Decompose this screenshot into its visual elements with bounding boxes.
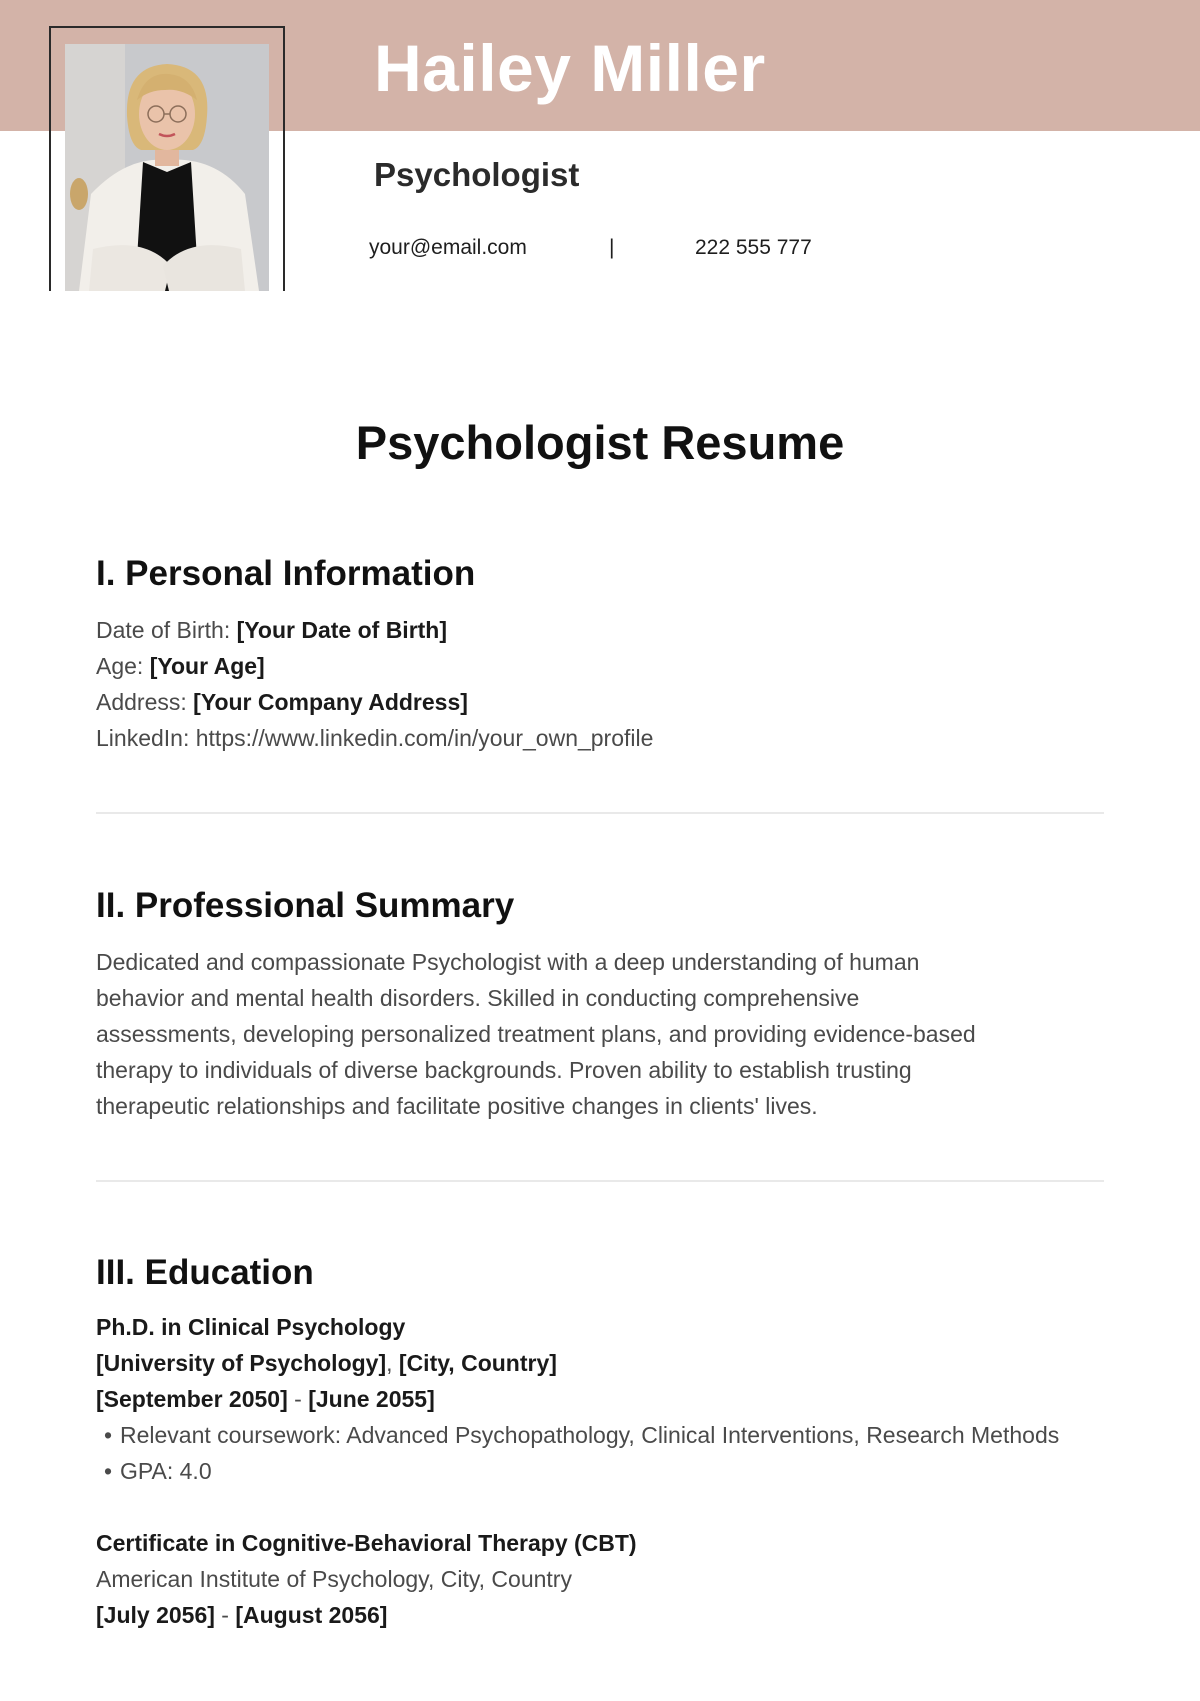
bullet-text: GPA: 4.0 — [120, 1458, 212, 1484]
bullet-glyph: • — [104, 1458, 113, 1484]
date-range-line — [96, 1597, 1104, 1633]
linkedin-label: LinkedIn: — [96, 725, 196, 751]
summary-line: Dedicated and compassionate Psychologist with a deep understanding of human — [96, 949, 920, 975]
education-entry — [96, 1309, 1104, 1489]
contact-phone: 222 555 777 — [695, 236, 812, 259]
address-label: Address: — [96, 689, 194, 715]
bullet-text: Relevant coursework: Advanced Psychopathology, Clinical Interventions, Research Methods — [120, 1422, 1060, 1448]
summary-line: therapy to individuals of diverse backgrounds. Proven ability to establish trusting — [96, 1057, 912, 1083]
summary-heading: II. Professional Summary — [96, 886, 515, 925]
dob-value: [Your Date of Birth] — [236, 617, 448, 643]
section-divider — [96, 1180, 1104, 1182]
contact-separator: | — [609, 236, 615, 259]
dob-label: Date of Birth: — [96, 617, 237, 643]
institution-line: American Institute of Psychology, City, Country — [96, 1566, 572, 1592]
list-item — [96, 1417, 1100, 1453]
address-value: [Your Company Address] — [193, 689, 468, 715]
institution-name: [University of Psychology] — [96, 1350, 387, 1376]
age-line — [96, 648, 1104, 684]
date-range-line — [96, 1381, 1104, 1417]
summary-section — [96, 886, 1104, 1124]
degree-title: Certificate in Cognitive-Behavioral Therapy (CBT) — [96, 1530, 637, 1556]
address-line — [96, 684, 1104, 720]
education-section — [96, 1253, 1104, 1633]
job-title: Psychologist — [374, 156, 580, 193]
personal-info-heading: I. Personal Information — [96, 554, 476, 593]
end-date: [June 2055] — [308, 1386, 435, 1412]
start-date: [September 2050] — [96, 1386, 288, 1412]
summary-line: therapeutic relationships and facilitate positive changes in clients' lives. — [96, 1093, 818, 1119]
institution-line — [96, 1345, 1104, 1381]
section-divider — [96, 812, 1104, 814]
document-title: Psychologist Resume — [355, 416, 845, 469]
start-date: [July 2056] — [96, 1602, 215, 1628]
age-value: [Your Age] — [149, 653, 265, 679]
date-separator: - — [214, 1602, 236, 1628]
date-separator: - — [287, 1386, 309, 1412]
bullet-glyph: • — [104, 1422, 113, 1448]
institution-location: [City, Country] — [398, 1350, 557, 1376]
profile-photo — [65, 44, 269, 291]
candidate-name: Hailey Miller — [374, 31, 766, 105]
personal-info-section — [96, 554, 1104, 756]
contact-email: your@email.com — [369, 236, 527, 259]
education-entry — [96, 1525, 1104, 1633]
summary-line: behavior and mental health disorders. Skilled in conducting comprehensive — [96, 985, 860, 1011]
linkedin-link[interactable]: https://www.linkedin.com/in/your_own_profile — [195, 725, 654, 751]
end-date: [August 2056] — [235, 1602, 388, 1628]
education-bullets — [96, 1417, 1104, 1489]
institution-separator: , — [386, 1350, 399, 1376]
education-heading: III. Education — [96, 1253, 314, 1292]
degree-title: Ph.D. in Clinical Psychology — [96, 1314, 406, 1340]
dob-line — [96, 612, 1104, 648]
age-label: Age: — [96, 653, 150, 679]
summary-line: assessments, developing personalized treatment plans, and providing evidence-based — [96, 1021, 976, 1047]
linkedin-line — [96, 720, 1104, 756]
summary-paragraph — [96, 944, 1104, 1124]
list-item — [96, 1453, 1100, 1489]
